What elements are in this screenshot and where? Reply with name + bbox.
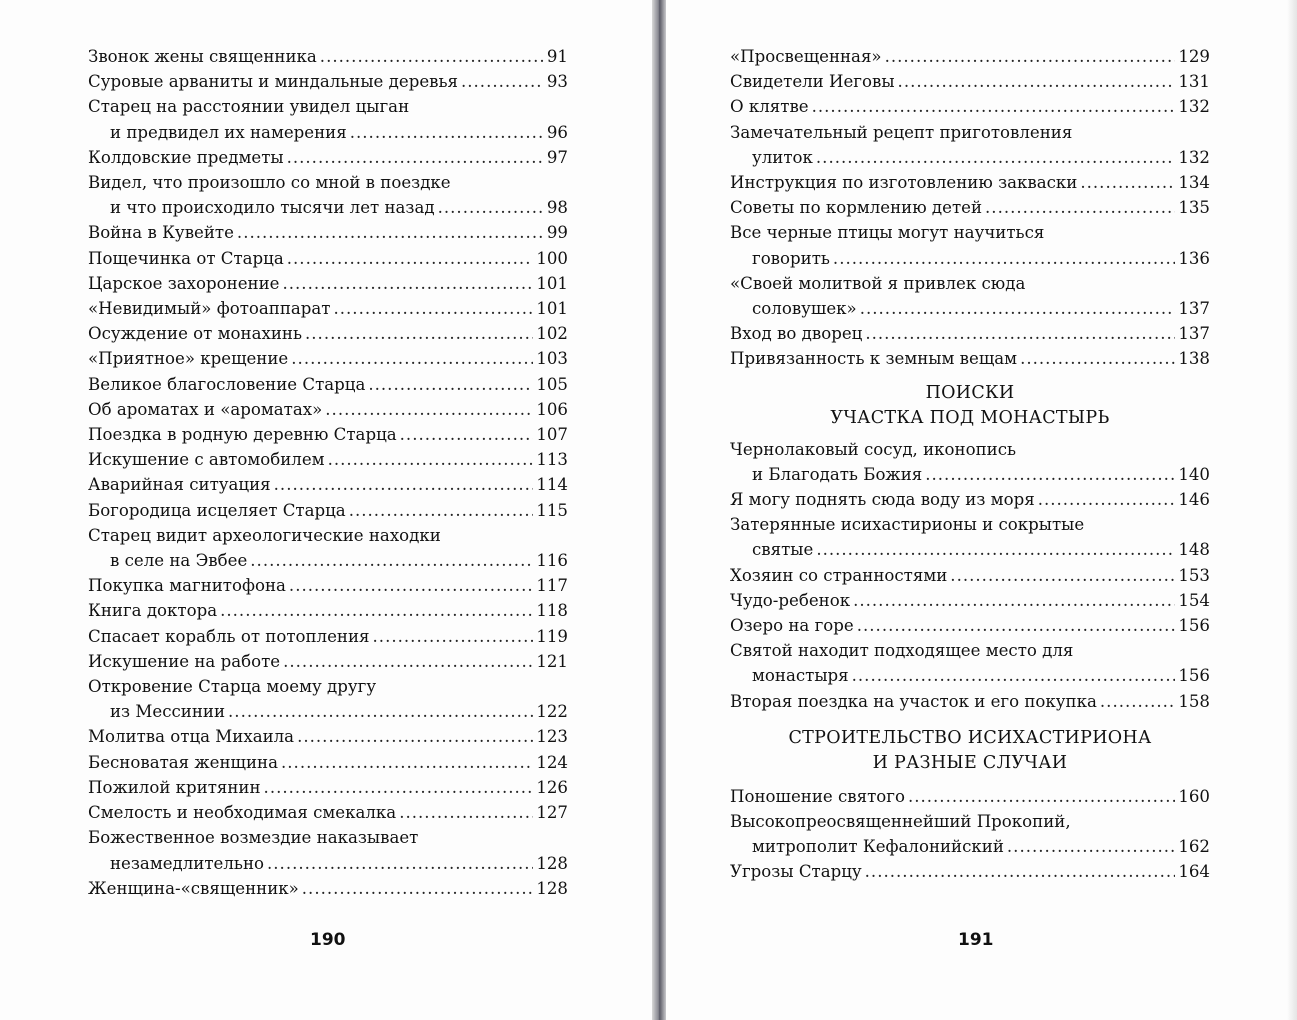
toc-entry-title: Старец на расстоянии увидел цыган <box>88 97 410 117</box>
toc-entry-line <box>730 246 1210 271</box>
toc-entry-line <box>730 346 1210 371</box>
toc-entry-line <box>88 699 568 724</box>
page-number-right: 191 <box>958 930 994 950</box>
leader-dots <box>287 145 544 170</box>
toc-entry-line <box>88 447 568 472</box>
toc-entry-page: 127 <box>536 803 568 823</box>
toc-entry-page: 105 <box>536 374 568 394</box>
toc-entry-title: митрополит Кефалонийский <box>752 837 1004 857</box>
toc-entry-line <box>88 422 568 447</box>
toc-entry <box>730 437 1210 487</box>
toc-entry-title: Осуждение от монахинь <box>88 324 302 344</box>
toc-entry-page: 146 <box>1178 490 1210 510</box>
leader-dots <box>283 649 533 674</box>
toc-entry-line <box>730 170 1210 195</box>
toc-entry-title: Смелость и необходимая смекалка <box>88 803 397 823</box>
toc-entry-title: Женщина-«священник» <box>88 878 299 898</box>
toc-entry-line <box>730 120 1210 145</box>
toc-entry-page: 119 <box>536 626 568 646</box>
toc-entry-line <box>88 44 568 69</box>
leader-dots <box>833 246 1175 271</box>
toc-entry-page: 106 <box>536 399 568 419</box>
toc-entry <box>730 94 1210 119</box>
leader-dots <box>1080 170 1175 195</box>
leader-dots <box>264 775 534 800</box>
toc-entry <box>88 624 568 649</box>
toc-entry <box>88 498 568 523</box>
toc-entry <box>730 512 1210 562</box>
toc-entry-line <box>88 246 568 271</box>
toc-entry <box>88 220 568 245</box>
toc-entry-line <box>730 44 1210 69</box>
toc-entry-line <box>88 674 568 699</box>
toc-entry-line <box>88 94 568 119</box>
toc-entry <box>88 750 568 775</box>
toc-entry <box>88 472 568 497</box>
leader-dots <box>228 699 533 724</box>
toc-entry <box>88 321 568 346</box>
toc-entry-title: Поношение святого <box>730 786 905 806</box>
leader-dots <box>925 462 1175 487</box>
toc-entry-title: «Невидимый» фотоаппарат <box>88 299 331 319</box>
toc-entry-title: Затерянные исихастирионы и сокрытые <box>730 515 1085 535</box>
leader-dots <box>1020 346 1175 371</box>
toc-entry-line <box>88 296 568 321</box>
right-page <box>666 0 1297 1020</box>
toc-entry <box>730 321 1210 346</box>
toc-entry-title: Война в Кувейте <box>88 223 234 243</box>
toc-entry <box>88 170 568 220</box>
toc-entry-title: «Просвещенная» <box>730 47 882 66</box>
toc-entry-line <box>730 437 1210 462</box>
toc-entry-page: 91 <box>546 47 568 66</box>
toc-entry <box>88 825 568 875</box>
leader-dots <box>350 120 544 145</box>
toc-entry <box>730 195 1210 220</box>
leader-dots <box>281 750 533 775</box>
toc-entry-line <box>88 69 568 94</box>
toc-entry <box>88 145 568 170</box>
toc-entry <box>88 523 568 573</box>
toc-entry-line <box>88 170 568 195</box>
leader-dots <box>291 346 533 371</box>
toc-entry-title: и что происходило тысячи лет назад <box>110 198 435 218</box>
leader-dots <box>305 321 533 346</box>
toc-entry <box>730 809 1210 859</box>
toc-entry <box>730 170 1210 195</box>
leader-dots <box>865 321 1175 346</box>
toc-entry-page: 122 <box>536 702 568 722</box>
leader-dots <box>885 44 1176 69</box>
toc-entry <box>88 296 568 321</box>
toc-entry-title: из Мессинии <box>110 702 226 722</box>
toc-entry-line <box>730 834 1210 859</box>
toc-entry <box>88 573 568 598</box>
toc-entry-title: Все черные птицы могут научиться <box>730 223 1045 243</box>
toc-entry-title: «Своей молитвой я привлек сюда <box>730 273 1026 293</box>
toc-entry-line <box>88 800 568 825</box>
toc-entry-page: 102 <box>536 324 568 344</box>
toc-entry <box>88 674 568 724</box>
toc-entry-title: улиток <box>752 147 813 167</box>
leader-dots <box>274 472 534 497</box>
toc-entry-page: 148 <box>1178 540 1210 560</box>
toc-entry-page: 154 <box>1178 590 1210 610</box>
toc-entry-line <box>88 523 568 548</box>
toc-entry-title: монастыря <box>752 666 849 686</box>
section-heading <box>730 726 1210 776</box>
toc-entry-line <box>730 663 1210 688</box>
leader-dots <box>1100 689 1175 714</box>
toc-entry-line <box>88 372 568 397</box>
toc-entry-page: 103 <box>536 349 568 369</box>
toc-entry-title: Угрозы Старцу <box>730 862 862 882</box>
leader-dots <box>950 563 1175 588</box>
toc-entry <box>88 271 568 296</box>
toc-entry <box>730 120 1210 170</box>
toc-entry-title: Божественное возмездие наказывает <box>88 828 419 848</box>
toc-entry-page: 93 <box>546 72 568 92</box>
toc-entry-title: в селе на Эвбее <box>110 551 248 571</box>
leader-dots <box>1007 834 1175 859</box>
toc-entry-title: Советы по кормлению детей <box>730 198 983 218</box>
toc-entry-page: 156 <box>1178 616 1210 636</box>
leader-dots <box>1038 487 1176 512</box>
toc-entry-line <box>88 851 568 876</box>
toc-entry-page: 100 <box>536 248 568 268</box>
toc-entry-line <box>88 220 568 245</box>
toc-entry-title: Чудо-ребенок <box>730 590 851 610</box>
toc-entry-title: Высокопреосвященнейший Прокопий, <box>730 812 1071 832</box>
leader-dots <box>865 859 1176 884</box>
toc-entry-line <box>730 563 1210 588</box>
toc-entry-page: 129 <box>1178 47 1210 66</box>
toc-entry-line <box>88 120 568 145</box>
toc-entry-line <box>88 825 568 850</box>
toc-entry-line <box>88 573 568 598</box>
section-heading <box>730 381 1210 431</box>
toc-entry-page: 101 <box>536 273 568 293</box>
toc-entry-line <box>88 649 568 674</box>
toc-entry-title: «Приятное» крещение <box>88 349 289 369</box>
leader-dots <box>852 663 1176 688</box>
toc-entry-page: 117 <box>536 576 568 596</box>
toc-entry <box>730 588 1210 613</box>
toc-entry-line <box>730 487 1210 512</box>
toc-entry-title: Искушение на работе <box>88 651 281 671</box>
toc-entry-title: Книга доктора <box>88 601 218 621</box>
toc-entry-line <box>88 145 568 170</box>
toc-entry-line <box>88 724 568 749</box>
leader-dots <box>461 69 544 94</box>
toc-entry-line <box>88 750 568 775</box>
toc-entry-title: Инструкция по изготовлению закваски <box>730 173 1078 193</box>
toc-entry-line <box>88 775 568 800</box>
leader-dots <box>237 220 544 245</box>
toc-entry <box>730 346 1210 371</box>
toc-entry-page: 121 <box>536 651 568 671</box>
leader-dots <box>438 195 544 220</box>
toc-entry-line <box>88 472 568 497</box>
toc-entry-page: 99 <box>546 223 568 243</box>
toc-entry-line <box>88 346 568 371</box>
toc-entry-line <box>730 296 1210 321</box>
leader-dots <box>860 296 1176 321</box>
toc-entry-page: 96 <box>546 122 568 142</box>
toc-entry-line <box>730 784 1210 809</box>
toc-entry-page: 116 <box>536 551 568 571</box>
toc-entry-line <box>730 859 1210 884</box>
toc-entry-line <box>88 195 568 220</box>
toc-entry-title: Святой находит подходящее место для <box>730 641 1074 661</box>
leader-dots <box>297 724 533 749</box>
toc-entry-title: Пощечинка от Старца <box>88 248 284 268</box>
page-number-left: 190 <box>310 930 346 950</box>
toc-entry <box>88 800 568 825</box>
toc-entry-page: 158 <box>1178 691 1210 711</box>
leader-dots <box>400 422 534 447</box>
leader-dots <box>857 613 1176 638</box>
leader-dots <box>282 271 533 296</box>
toc-left <box>88 44 568 901</box>
toc-entry-line <box>730 145 1210 170</box>
section-heading-line: И РАЗНЫЕ СЛУЧАИ <box>872 752 1068 773</box>
toc-entry-line <box>730 537 1210 562</box>
toc-entry-page: 156 <box>1178 666 1210 686</box>
toc-entry-page: 140 <box>1178 464 1210 484</box>
toc-entry-line <box>730 809 1210 834</box>
toc-entry <box>88 422 568 447</box>
leader-dots <box>812 94 1176 119</box>
toc-entry-line <box>730 638 1210 663</box>
toc-entry-page: 123 <box>536 727 568 747</box>
leader-dots <box>333 296 533 321</box>
book-gutter <box>652 0 666 1020</box>
toc-entry-title: Бесноватая женщина <box>88 752 278 772</box>
toc-entry-page: 131 <box>1178 72 1210 92</box>
leader-dots <box>816 145 1175 170</box>
toc-entry-page: 137 <box>1178 324 1210 344</box>
toc-entry-title: Богородица исцеляет Старца <box>88 500 346 520</box>
toc-entry <box>88 876 568 901</box>
toc-entry-line <box>730 195 1210 220</box>
toc-entry <box>88 94 568 144</box>
toc-entry-page: 160 <box>1178 786 1210 806</box>
toc-entry-page: 164 <box>1178 862 1210 882</box>
toc-entry-title: Великое благословение Старца <box>88 374 366 394</box>
toc-entry-page: 162 <box>1178 837 1210 857</box>
toc-entry-title: Чернолаковый сосуд, иконопись <box>730 439 1017 459</box>
toc-entry-page: 153 <box>1178 565 1210 585</box>
toc-entry-page: 126 <box>536 777 568 797</box>
toc-entry-title: Замечательный рецепт приготовления <box>730 122 1073 142</box>
leader-dots <box>250 548 533 573</box>
toc-entry-title: Вход во дворец <box>730 324 863 344</box>
toc-entry-title: соловушек» <box>752 299 857 319</box>
section-heading-line: ПОИСКИ <box>925 382 1015 403</box>
toc-entry-title: Спасает корабль от потопления <box>88 626 370 646</box>
toc-entry-title: Царское захоронение <box>88 273 280 293</box>
toc-entry-page: 137 <box>1178 299 1210 319</box>
toc-entry-title: говорить <box>752 248 830 268</box>
toc-entry-page: 113 <box>536 450 568 470</box>
toc-entry <box>730 487 1210 512</box>
toc-entry-line <box>88 271 568 296</box>
toc-entry-title: и Благодать Божия <box>752 464 923 484</box>
leader-dots <box>908 784 1175 809</box>
leader-dots <box>302 876 534 901</box>
toc-entry-line <box>730 588 1210 613</box>
leader-dots <box>325 397 533 422</box>
leader-dots <box>368 372 533 397</box>
toc-entry <box>88 598 568 623</box>
toc-entry-page: 118 <box>536 601 568 621</box>
toc-entry-title: О клятве <box>730 97 809 117</box>
toc-entry-line <box>88 548 568 573</box>
toc-entry-page: 132 <box>1178 97 1210 117</box>
toc-entry-page: 138 <box>1178 349 1210 369</box>
toc-entry-title: Старец видит археологические находки <box>88 525 441 545</box>
toc-entry-title: Искушение с автомобилем <box>88 450 325 470</box>
leader-dots <box>287 246 534 271</box>
toc-entry-title: Пожилой критянин <box>88 777 261 797</box>
toc-entry-title: Свидетели Иеговы <box>730 72 895 92</box>
toc-entry <box>88 69 568 94</box>
toc-entry <box>730 69 1210 94</box>
leader-dots <box>267 851 533 876</box>
toc-entry <box>730 271 1210 321</box>
toc-entry-page: 136 <box>1178 248 1210 268</box>
toc-entry <box>88 346 568 371</box>
section-heading-line: СТРОИТЕЛЬСТВО ИСИХАСТИРИОНА <box>788 727 1152 748</box>
toc-entry-title: Звонок жены священника <box>88 47 317 66</box>
toc-entry-page: 128 <box>536 878 568 898</box>
toc-entry-title: Видел, что произошло со мной в поездке <box>88 173 451 193</box>
toc-entry-page: 134 <box>1178 173 1210 193</box>
toc-entry-line <box>730 321 1210 346</box>
toc-entry-line <box>730 462 1210 487</box>
leader-dots <box>399 800 533 825</box>
toc-entry <box>88 372 568 397</box>
toc-entry-line <box>88 498 568 523</box>
toc-entry-line <box>88 598 568 623</box>
toc-entry <box>730 689 1210 714</box>
toc-entry-title: Поездка в родную деревню Старца <box>88 425 397 445</box>
toc-entry <box>730 784 1210 809</box>
toc-entry-title: Молитва отца Михаила <box>88 727 295 747</box>
toc-entry-title: Я могу поднять сюда воду из моря <box>730 490 1035 510</box>
toc-entry <box>88 775 568 800</box>
toc-entry-page: 128 <box>536 853 568 873</box>
toc-entry-line <box>730 512 1210 537</box>
toc-entry <box>88 246 568 271</box>
toc-entry-page: 115 <box>536 500 568 520</box>
leader-dots <box>985 195 1175 220</box>
toc-entry-title: незамедлительно <box>110 853 264 873</box>
toc-entry-line <box>88 321 568 346</box>
toc-entry-page: 135 <box>1178 198 1210 218</box>
toc-entry <box>88 447 568 472</box>
toc-entry-title: Об ароматах и «ароматах» <box>88 399 323 419</box>
page-edge <box>1287 0 1297 1020</box>
leader-dots <box>328 447 534 472</box>
toc-entry-title: Хозяин со странностями <box>730 565 948 585</box>
toc-entry-page: 124 <box>536 752 568 772</box>
toc-entry-line <box>730 271 1210 296</box>
leader-dots <box>349 498 534 523</box>
toc-entry <box>730 859 1210 884</box>
toc-entry-title: Суровые арваниты и миндальные деревья <box>88 72 458 92</box>
toc-entry-line <box>88 624 568 649</box>
toc-entry-page: 107 <box>536 425 568 445</box>
toc-entry <box>730 44 1210 69</box>
toc-entry <box>730 563 1210 588</box>
toc-entry-page: 101 <box>536 299 568 319</box>
toc-entry-title: святые <box>752 540 814 560</box>
leader-dots <box>320 44 544 69</box>
toc-entry-title: Озеро на горе <box>730 616 854 636</box>
toc-entry-page: 114 <box>536 475 568 495</box>
toc-entry-page: 98 <box>546 198 568 218</box>
leader-dots <box>816 537 1175 562</box>
toc-entry-title: Вторая поездка на участок и его покупка <box>730 691 1097 711</box>
toc-right <box>730 44 1210 885</box>
toc-entry-title: Колдовские предметы <box>88 147 284 167</box>
leader-dots <box>220 598 533 623</box>
toc-entry-title: Привязанность к земным вещам <box>730 349 1018 369</box>
leader-dots <box>853 588 1175 613</box>
toc-entry-line <box>730 69 1210 94</box>
toc-entry-line <box>88 876 568 901</box>
toc-entry-title: Аварийная ситуация <box>88 475 271 495</box>
toc-entry <box>730 638 1210 688</box>
leader-dots <box>898 69 1176 94</box>
toc-entry-line <box>730 613 1210 638</box>
toc-entry <box>730 220 1210 270</box>
toc-entry <box>88 397 568 422</box>
leader-dots <box>289 573 533 598</box>
leader-dots <box>373 624 534 649</box>
toc-entry-page: 97 <box>546 147 568 167</box>
toc-entry-line <box>730 220 1210 245</box>
toc-entry <box>88 44 568 69</box>
toc-entry-title: и предвидел их намерения <box>110 122 347 142</box>
toc-entry-page: 132 <box>1178 147 1210 167</box>
toc-entry <box>88 649 568 674</box>
toc-entry-line <box>730 689 1210 714</box>
toc-entry <box>88 724 568 749</box>
section-heading-line: УЧАСТКА ПОД МОНАСТЫРЬ <box>830 407 1110 428</box>
toc-entry-line <box>88 397 568 422</box>
toc-entry-title: Покупка магнитофона <box>88 576 286 596</box>
toc-entry-line <box>730 94 1210 119</box>
toc-entry <box>730 613 1210 638</box>
toc-entry-title: Откровение Старца моему другу <box>88 677 377 697</box>
